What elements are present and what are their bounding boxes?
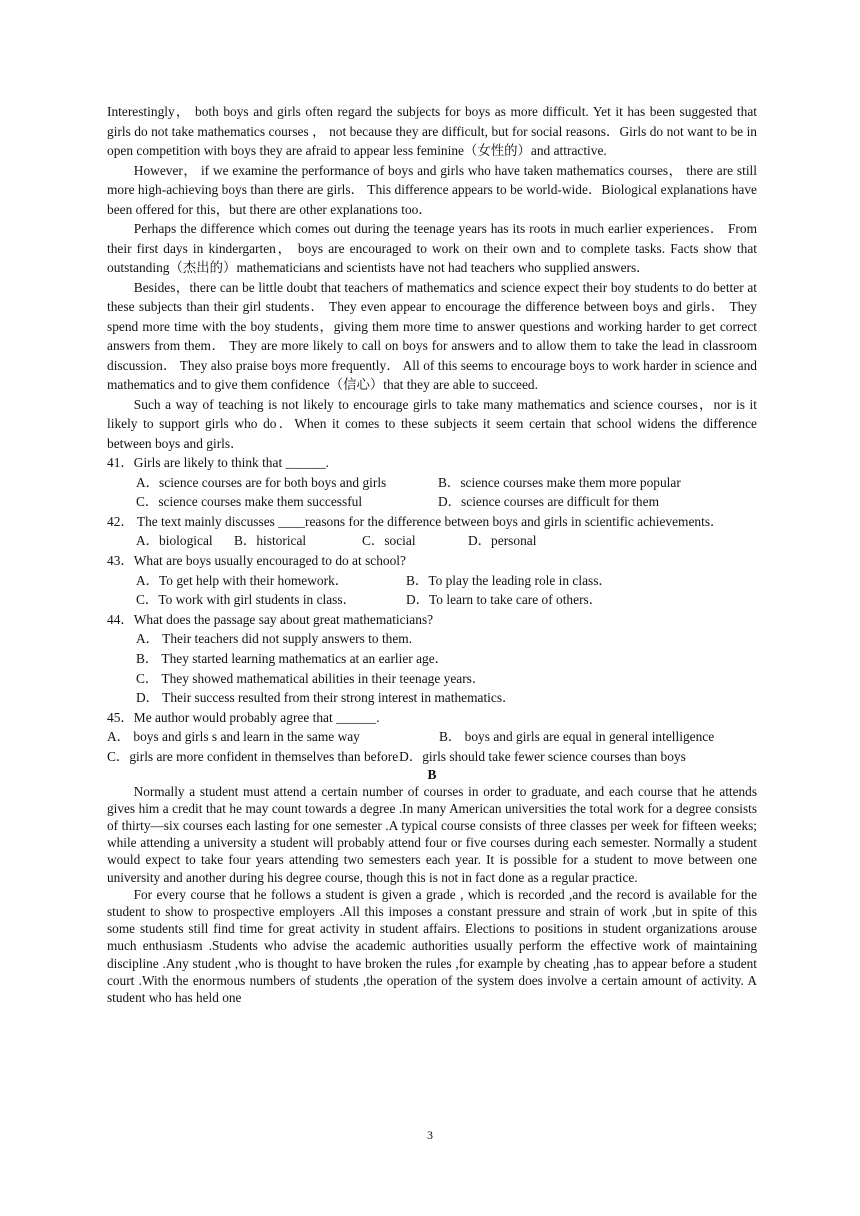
section-heading: B bbox=[427, 766, 437, 782]
passage-a-paragraph-4: Besides，there can be little doubt that teachers of mathematics and science expect their boy students to do better at these subjects than their girl students． They even appear to encourage the difference between boys and girls． They spend more time with the boy students，giving them more time to answer questions and working harder to get correct answers from them． They are more likely to call on boys for answers and to allow them to take the lead in classroom discussion． They also praise boys more frequently． All of this seems to encourage boys to work harder in science and mathematics and to give them confidence（信心）that they are able to succeed. bbox=[107, 279, 757, 392]
passage-a-paragraph-3: Perhaps the difference which comes out during the teenage years has its roots in much earlier experiences． From their first days in kindergarten， boys are encouraged to work on their own and to complete tasks. Facts show that outstanding（杰出的）mathematicians and scientists have not had teachers who supplied answers． bbox=[107, 221, 757, 275]
option-row bbox=[107, 590, 757, 610]
question-43 bbox=[107, 551, 757, 610]
option-a: A．science courses are for both boys and girls bbox=[136, 474, 387, 490]
option-a: A． Their teachers did not supply answers to them. bbox=[136, 631, 413, 647]
option-d: D．girls should take fewer science courses than boys bbox=[399, 748, 686, 764]
option-a: A．To get help with their homework． bbox=[136, 572, 349, 588]
option-c: C． They showed mathematical abilities in their teenage years． bbox=[136, 670, 486, 686]
option-c: C．To work with girl students in class． bbox=[136, 592, 356, 608]
option-a: A． boys and girls s and learn in the same way bbox=[107, 729, 360, 745]
option-c: C．social bbox=[362, 533, 416, 549]
passage-a bbox=[107, 102, 757, 453]
document-page bbox=[107, 102, 757, 1006]
option-b: B．To play the leading role in class． bbox=[406, 572, 612, 588]
option-row bbox=[107, 571, 757, 591]
question-42 bbox=[107, 512, 757, 551]
option-b: B． boys and girls are equal in general intelligence bbox=[439, 729, 715, 745]
option-d: D．personal bbox=[468, 533, 537, 549]
option-d: D．To learn to take care of others． bbox=[406, 592, 603, 608]
option-row bbox=[107, 727, 757, 747]
option-b: B． They started learning mathematics at an earlier age． bbox=[136, 650, 449, 666]
option-d: D． Their success resulted from their strong interest in mathematics． bbox=[136, 690, 516, 706]
passage-b-paragraph-2: For every course that he follows a student is given a grade , which is recorded ,and the record is available for the student to show to prospective employers .All this imposes a constant pressure and strain of work ,but in spite of this some students still find time for great activity in student affairs. Elections to positions in student organizations arouse much enthusiasm .Students who advise the academic authorities usually perform the effective work of maintaining discipline .Any student ,who is thought to have broken the rules ,for example by cheating ,has to appear before a student court .With the enormous numbers of students ,the operation of the system does involve a certain amount of activity. A student who has held one bbox=[107, 886, 757, 1005]
question-stem: 45．Me author would probably agree that ______. bbox=[107, 709, 380, 725]
question-41 bbox=[107, 453, 757, 512]
passage-a-paragraph-2: However， if we examine the performance of boys and girls who have taken mathematics courses， there are still more high-achieving boys than there are girls． This difference appears to be world-wide．Biological explanations have been offered for this，but there are other explanations too． bbox=[107, 162, 757, 217]
passage-b-paragraph-1: Normally a student must attend a certain number of courses in order to graduate, and each course that he attends gives him a credit that he may count towards a degree .In many American universities the total work for a degree consists of thirty—six courses each lasting for one semester .A typical course consists of three classes per week for fifteen weeks; while attending a university a student will probably attend four or five courses during each semester. Normally a student would expect to take four years attending two semesters each year. It is possible for a student to move between one university and another during his degree course, though this is not in fact done as a regular practice. bbox=[107, 783, 757, 885]
question-stem: 41．Girls are likely to think that ______. bbox=[107, 455, 330, 470]
page-number: 3 bbox=[427, 1128, 433, 1142]
option-row bbox=[107, 747, 757, 767]
option-d: D．science courses are difficult for them bbox=[438, 494, 659, 510]
question-45 bbox=[107, 708, 757, 767]
question-stem: 42． The text mainly discusses ____reasons for the difference between boys and girls in scientific achievements． bbox=[107, 513, 724, 529]
option-a: A．biological bbox=[136, 533, 213, 549]
question-stem: 43．What are boys usually encouraged to do at school? bbox=[107, 552, 406, 568]
option-row bbox=[107, 473, 757, 493]
passage-a-paragraph-5: Such a way of teaching is not likely to encourage girls to take many mathematics and science courses，nor is it likely to support girls who do．When it comes to these subjects it seem certain that school widens the difference between boys and girls． bbox=[107, 396, 757, 451]
question-44 bbox=[107, 610, 757, 708]
option-c: C．girls are more confident in themselves than before bbox=[107, 748, 399, 764]
option-c: C．science courses make them successful bbox=[136, 494, 363, 510]
option-b: B．science courses make them more popular bbox=[438, 474, 681, 490]
option-b: B．historical bbox=[234, 533, 307, 549]
passage-a-paragraph-1: Interestingly， both boys and girls often regard the subjects for boys as more difficult. Yet it has been suggested that girls do not take mathematics courses ， not because they are difficult, but for social reasons．Girls do not want to be in open competition with boys they are afraid to appear less feminine（女性的）and attractive. bbox=[107, 104, 757, 158]
option-row bbox=[107, 531, 757, 551]
question-stem: 44．What does the passage say about great mathematicians? bbox=[107, 611, 434, 627]
option-row bbox=[107, 492, 757, 512]
passage-b bbox=[107, 767, 757, 1007]
